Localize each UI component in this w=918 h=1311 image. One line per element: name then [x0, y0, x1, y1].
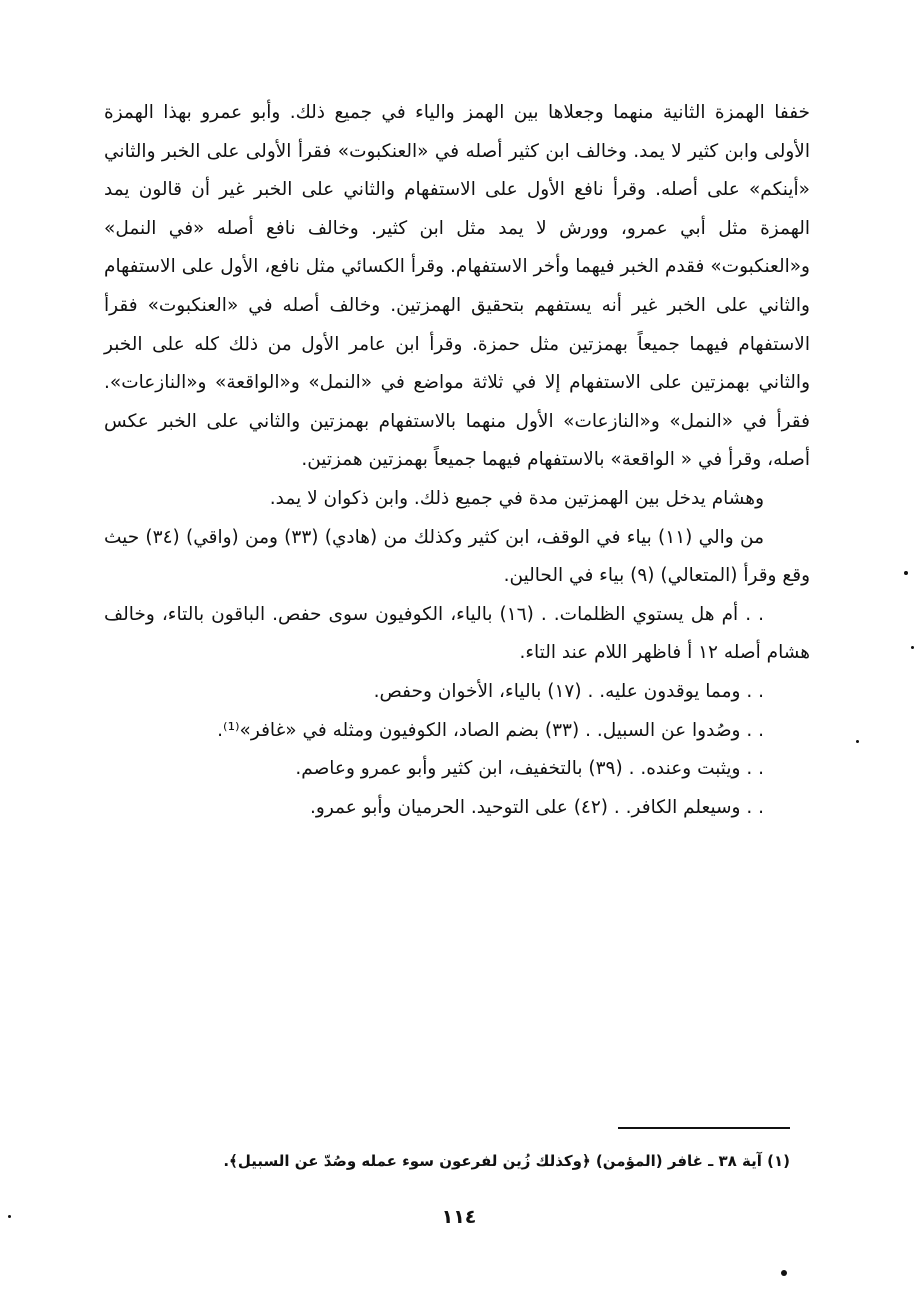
- footnote-separator: [618, 1127, 790, 1129]
- paragraph-hamza-readings: خففا الهمزة الثانية منهما وجعلاها بين الهمز والياء في جميع ذلك. وأبو عمرو بهذا الهمزة الأولى وابن كثير لا يمد. وخالف ابن كثير أصله في «العنكبوت» فقرأ الأولى على الخبر والثاني «أينكم» على أصله. وقرأ نافع الأول على الاستفهام والثاني على الخبر غير أن قالون يمد الهمزة مثل أبي عمرو، وورش لا يمد مثل ابن كثير. وخالف نافع أصله «في النمل» و«العنكبوت» فقدم الخبر فيهما وأخر الاستفهام. وقرأ الكسائي مثل نافع، الأول على الاستفهام والثاني على الخبر غير أنه يستفهم بتحقيق الهمزتين. وخالف أصله في «العنكبوت» فقرأ الاستفهام فيهما جميعاً بهمزتين مثل حمزة. وقرأ ابن عامر الأول من ذلك كله على الخبر والثاني بهمزتين على الاستفهام إلا في ثلاثة مواضع في «النمل» و«الواقعة» و«النازعات». فقرأ في «النمل» و«النازعات» الأول منهما بالاستفهام بهمزتين والثاني على الخبر عكس أصله، وقرأ في « الواقعة» بالاستفهام فيهما جميعاً بهمزتين همزتين.: [104, 102, 810, 471]
- paragraph-wa-suddu: . . وصُدوا عن السبيل. . (٣٣) بضم الصاد، الكوفيون ومثله في «غافر»⁽¹⁾.: [217, 719, 764, 741]
- paragraph-wa-mimma: . . ومما يوقدون عليه. . (١٧) بالياء، الأخوان وحفص.: [373, 680, 764, 702]
- scan-speck: [8, 1215, 11, 1218]
- paragraph-wali: من والي (١١) بياء في الوقف، ابن كثير وكذلك من (هادي) (٣٣) ومن (واقي) (٣٤) حيث وقع وقرأ (المتعالي) (٩) بياء في الحالين.: [104, 526, 810, 587]
- main-text: [104, 94, 810, 827]
- paragraph-wa-yuthbit: . . ويثبت وعنده. . (٣٩) بالتخفيف، ابن كثير وأبو عمرو وعاصم.: [295, 758, 764, 780]
- paragraph-hisham: وهشام يدخل بين الهمزتين مدة في جميع ذلك. وابن ذكوان لا يمد.: [269, 487, 764, 509]
- scan-speck: [911, 646, 914, 649]
- scan-speck: [904, 571, 908, 575]
- paragraph-am-hal: . . أم هل يستوي الظلمات. . (١٦) بالياء، الكوفيون سوى حفص. الباقون بالتاء، وخالف هشام أصله ١٢ أ فاظهر اللام عند التاء.: [104, 603, 810, 664]
- page-number: ١١٤: [441, 1206, 477, 1228]
- scan-speck: [781, 1270, 787, 1276]
- footnote: (١) آية ٣٨ ـ غافر (المؤمن) ﴿وكذلك زُين لفرعون سوء عمله وصُدّ عن السبيل﴾.: [223, 1152, 790, 1170]
- scan-speck: [856, 740, 859, 743]
- paragraph-wa-saya-lamu: . . وسيعلم الكافر. . (٤٢) على التوحيد. الحرميان وأبو عمرو.: [310, 796, 764, 818]
